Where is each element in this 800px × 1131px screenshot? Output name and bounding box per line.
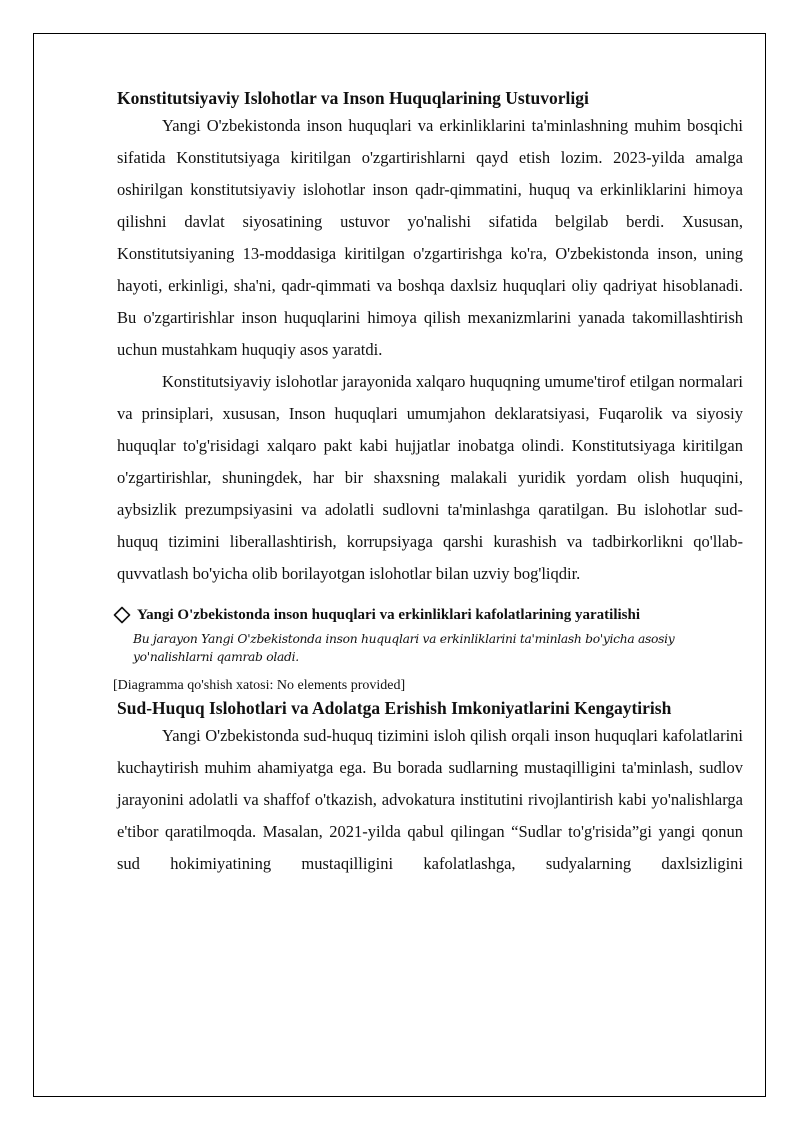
diagram-error-note: [Diagramma qo'shish xatosi: No elements provided] xyxy=(113,678,406,693)
paragraph: Yangi O'zbekistonda inson huquqlari va erkinliklarini ta'minlashning muhim bosqichi sifatida Konstitutsiyaga kiritilgan o'zgartirishlarni qayd etish lozim. 2023-yilda amalga oshirilgan konstitutsiyaviy islohotlar inson qadr-qimmatini, huquq va erkinliklarini himoya qilishni davlat siyosatining ustuvor yo'nalishi sifatida belgilab berdi. Xususan, Konstitutsiyaning 13-moddasiga kiritilgan o'zgartirishga ko'ra, O'zbekistonda inson, uning hayoti, erkinligi, sha'ni, qadr-qimmati va boshqa daxlsiz huquqlari oliy qadriyat hisoblanadi. Bu o'zgartirishlar inson huquqlarini himoya qilish mexanizmlarini yanada takomillashtirish uchun mustahkam huquqiy asos yaratdi. xyxy=(117,116,743,359)
section-heading-constitutional-reforms: Konstitutsiyaviy Islohotlar va Inson Huquqlarining Ustuvorligi xyxy=(117,88,589,108)
section-heading-judicial-reforms: Sud-Huquq Islohotlari va Adolatga Erishish Imkoniyatlarini Kengaytirish xyxy=(117,698,672,718)
paragraph: Konstitutsiyaviy islohotlar jarayonida xalqaro huquqning umume'tirof etilgan normalari va prinsiplari, xususan, Inson huquqlari umumjahon deklaratsiyasi, Fuqarolik va siyosiy huquqlar to'g'risidagi xalqaro pakt kabi hujjatlar inobatga olindi. Konstitutsiyaga kiritilgan o'zgartirishlar, shuningdek, har bir shaxsning malakali yuridik yordam olish huquqini, aybsizlik prezumpsiyasini va adolatli sudlovni ta'minlashga qaratilgan. Bu islohotlar sud-huquq tizimini liberallashtirish, korrupsiyaga qarshi kurashish va tadbirkorlikni qo'llab-quvvatlash bo'yicha olib borilayotgan islohotlar bilan uzviy bog'liqdir. xyxy=(117,372,743,583)
paragraph: Yangi O'zbekistonda sud-huquq tizimini isloh qilish orqali inson huquqlari kafolatlarini kuchaytirish muhim ahamiyatga ega. Bu borada sudlarning mustaqilligini ta'minlash, sudlov jarayonini adolatli va shaffof o'tkazish, advokatura institutini rivojlantirish kabi yo'nalishlarga e'tibor qaratilmoqda. Masalan, 2021-yilda qabul qilingan “Sudlar to'g'risida”gi yangi qonun sud hokimiyatining mustaqilligini kafolatlashga, sudyalarning daxlsizligini xyxy=(117,726,743,873)
callout-title: Yangi O'zbekistonda inson huquqlari va erkinliklari kafolatlarining yaratilishi xyxy=(137,607,641,623)
document-body xyxy=(113,86,743,880)
diamond-icon xyxy=(113,606,131,624)
diagram-callout xyxy=(113,604,743,696)
callout-description: Bu jarayon Yangi O'zbekistonda inson huquqlari va erkinliklarini ta'minlash bo'yicha asosiy yo'nalishlarni qamrab oladi. xyxy=(133,632,675,664)
callout-title-row xyxy=(113,604,743,626)
